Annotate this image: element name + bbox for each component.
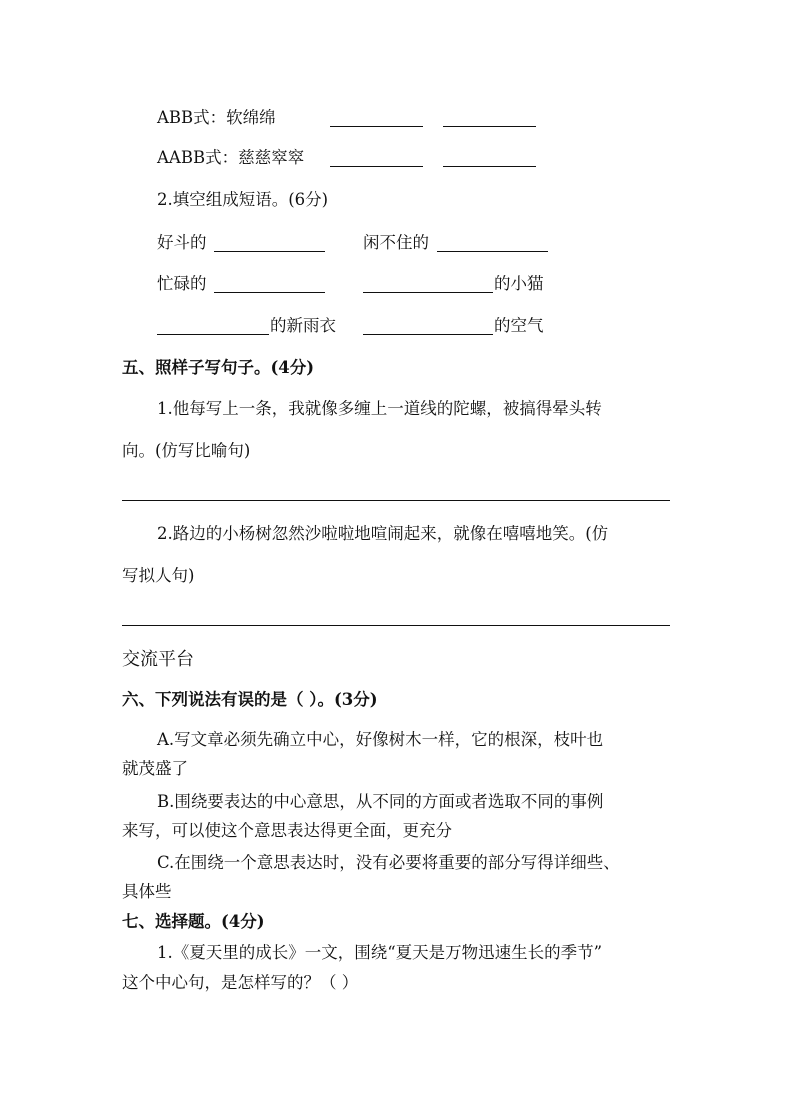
option-a-line1: A.写文章必须先确立中心，好像树木一样，它的根深，枝叶也 bbox=[157, 730, 604, 749]
phrase-5-blank[interactable] bbox=[157, 334, 269, 335]
part6-heading: 六、下列说法有误的是（ ）。(3分) bbox=[122, 690, 378, 709]
phrase-6-label: 的空气 bbox=[494, 316, 544, 335]
phrase-1-label: 好斗的 bbox=[157, 233, 207, 252]
question-2-title: 2.填空组成短语。(6分) bbox=[157, 190, 329, 209]
part7-q1-line2: 这个中心句，是怎样写的？（ ） bbox=[122, 973, 359, 992]
option-b-line2: 来写，可以使这个意思表达得更全面，更充分 bbox=[122, 821, 452, 840]
platform-title: 交流平台 bbox=[122, 649, 194, 670]
part5-q2-answer-line[interactable] bbox=[122, 625, 670, 626]
phrase-4-blank[interactable] bbox=[363, 292, 493, 293]
option-b-line1: B.围绕要表达的中心意思，从不同的方面或者选取不同的事例 bbox=[157, 792, 604, 811]
phrase-6-blank[interactable] bbox=[363, 334, 493, 335]
part5-q2-line1: 2.路边的小杨树忽然沙啦啦地喧闹起来，就像在嘻嘻地笑。(仿 bbox=[157, 524, 609, 543]
abb-blank-2[interactable] bbox=[443, 126, 536, 127]
option-a-line2: 就茂盛了 bbox=[122, 759, 188, 778]
aabb-blank-1[interactable] bbox=[330, 166, 423, 167]
part7-q1-line1: 1.《夏天里的成长》一文，围绕“夏天是万物迅速生长的季节” bbox=[157, 943, 603, 962]
aabb-label: AABB式：慈慈窣窣 bbox=[157, 148, 305, 167]
phrase-2-label: 闲不住的 bbox=[363, 233, 429, 252]
phrase-3-label: 忙碌的 bbox=[157, 274, 207, 293]
phrase-4-label: 的小猫 bbox=[494, 274, 544, 293]
option-c-line1: C.在围绕一个意思表达时，没有必要将重要的部分写得详细些、 bbox=[157, 853, 620, 872]
part5-q1-answer-line[interactable] bbox=[122, 500, 670, 501]
part5-q1-line1: 1.他每写上一条，我就像多缠上一道线的陀螺，被搞得晕头转 bbox=[157, 399, 602, 418]
abb-blank-1[interactable] bbox=[330, 126, 423, 127]
phrase-2-blank[interactable] bbox=[437, 251, 548, 252]
abb-label: ABB式：软绵绵 bbox=[157, 108, 276, 127]
part7-heading: 七、选择题。(4分) bbox=[122, 912, 265, 931]
part5-heading: 五、照样子写句子。(4分) bbox=[122, 358, 315, 377]
phrase-3-blank[interactable] bbox=[214, 292, 325, 293]
part5-q2-line2: 写拟人句) bbox=[122, 566, 195, 585]
aabb-blank-2[interactable] bbox=[443, 166, 536, 167]
phrase-1-blank[interactable] bbox=[214, 251, 325, 252]
phrase-5-label: 的新雨衣 bbox=[270, 316, 336, 335]
part5-q1-line2: 向。(仿写比喻句) bbox=[122, 441, 251, 460]
option-c-line2: 具体些 bbox=[122, 882, 172, 901]
